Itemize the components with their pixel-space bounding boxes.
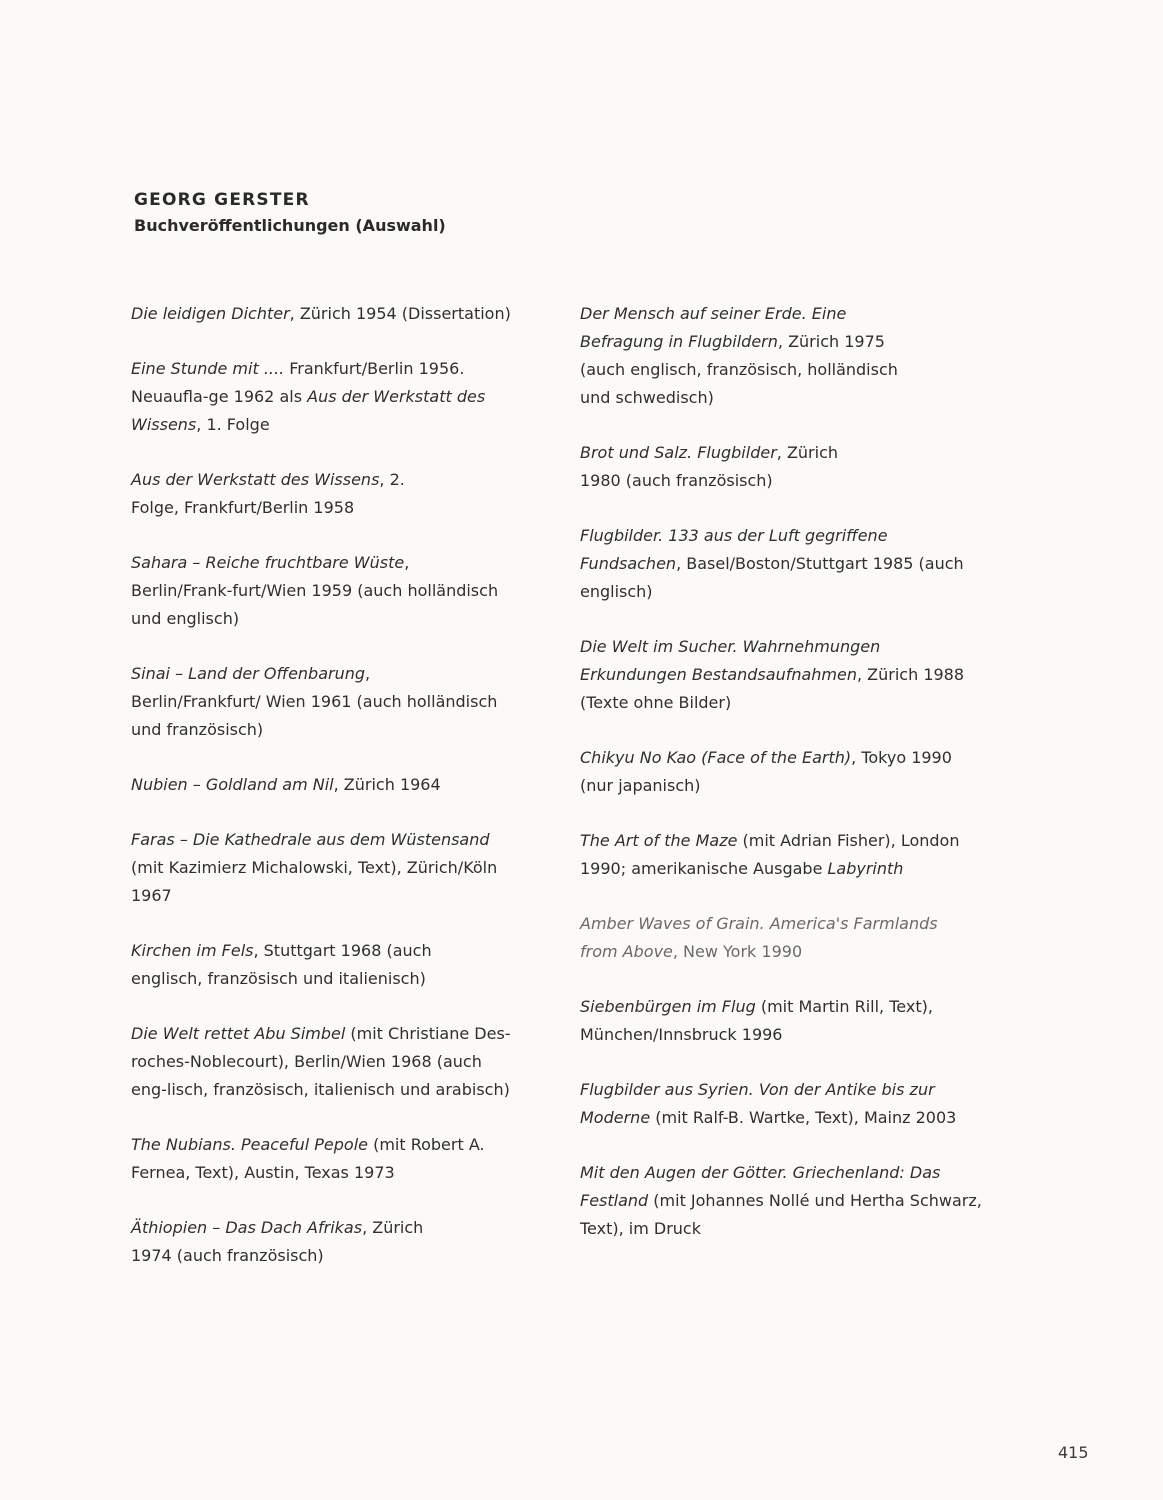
book-title: The Art of the Maze [580, 831, 738, 850]
list-item [580, 744, 960, 800]
book-title: Der Mensch auf seiner Erde. Eine Befragung in Flugbildern [580, 304, 847, 351]
list-item [131, 937, 491, 993]
book-details: (mit Robert A. Fernea, Text), Austin, Texas 1973 [131, 1135, 485, 1182]
book-details: (mit Johannes Nollé und Hertha Schwarz, Text), im Druck [580, 1191, 982, 1238]
list-item [580, 300, 930, 412]
book-details: , Stuttgart 1968 (auch englisch, französisch und italienisch) [131, 941, 432, 988]
list-item [580, 1159, 990, 1243]
book-title: Äthiopien – Das Dach Afrikas [131, 1218, 363, 1237]
book-title: Kirchen im Fels [131, 941, 254, 960]
book-details: , Zürich 1988 (Texte ohne Bilder) [580, 665, 965, 712]
book-title: Brot und Salz. Flugbilder [580, 443, 777, 462]
list-item [580, 827, 960, 883]
book-title: Eine Stunde mit .... [131, 359, 285, 378]
list-item [131, 300, 531, 328]
list-item [131, 1131, 531, 1187]
book-details: (mit Adrian Fisher), London 1990; amerikanische Ausgabe [580, 831, 960, 878]
book-details: , New York 1990 [672, 942, 803, 961]
book-details: (mit Ralf-B. Wartke, Text), Mainz 2003 [650, 1108, 957, 1127]
list-item [131, 466, 441, 522]
book-title: Sahara – Reiche fruchtbare Wüste [131, 553, 405, 572]
list-item [131, 1020, 516, 1104]
book-details: , Zürich 1954 (Dissertation) [289, 304, 511, 323]
book-title: Sinai – Land der Offenbarung [131, 664, 366, 683]
book-details-secondary: , 1. Folge [196, 415, 270, 434]
list-item [131, 549, 503, 633]
book-title: Aus der Werkstatt des Wissens [131, 470, 380, 489]
list-item [131, 1214, 461, 1270]
right-column [580, 300, 1000, 1270]
book-details: , Basel/Boston/Stuttgart 1985 (auch englisch) [580, 554, 964, 601]
book-details: (mit Martin Rill, Text), München/Innsbruck 1996 [580, 997, 933, 1044]
book-title: Die Welt rettet Abu Simbel [131, 1024, 346, 1043]
book-title: Mit den Augen der Götter. Griechenland: Das Festland [580, 1163, 941, 1210]
list-item [580, 633, 980, 717]
book-title: Flugbilder aus Syrien. Von der Antike bis zur Moderne [580, 1080, 935, 1127]
book-details: , Tokyo 1990 (nur japanisch) [580, 748, 952, 795]
book-details: , Berlin/Frank-furt/Wien 1959 (auch holländisch und englisch) [131, 553, 499, 628]
list-item [131, 771, 531, 799]
book-title: Amber Waves of Grain. America's Farmlands from Above [580, 914, 938, 961]
list-item [131, 355, 531, 439]
list-item [580, 439, 880, 495]
book-details: Frankfurt/Berlin 1956. Neuaufla-ge 1962 als [131, 359, 465, 406]
list-item [580, 1076, 990, 1132]
book-details: , Berlin/Frankfurt/ Wien 1961 (auch holländisch und französisch) [131, 664, 498, 739]
book-details: , Zürich 1975 (auch englisch, französisch, holländisch und schwedisch) [580, 332, 898, 407]
page-header [134, 190, 446, 235]
section-subtitle: Buchveröffentlichungen (Auswahl) [134, 216, 446, 235]
book-details: , Zürich 1980 (auch französisch) [580, 443, 839, 490]
book-title-secondary: Labyrinth [827, 859, 904, 878]
book-title-secondary: Aus der Werkstatt des Wissens [131, 387, 486, 434]
list-item [131, 660, 503, 744]
book-title: Nubien – Goldland am Nil [131, 775, 334, 794]
list-item [580, 910, 970, 966]
book-details: , Zürich 1964 [333, 775, 441, 794]
book-title: Siebenbürgen im Flug [580, 997, 756, 1016]
book-title: The Nubians. Peaceful Pepole [131, 1135, 368, 1154]
book-title: Flugbilder. 133 aus der Luft gegriffene Fundsachen [580, 526, 888, 573]
list-item [580, 522, 970, 606]
list-item [580, 993, 950, 1049]
book-title: Die Welt im Sucher. Wahrnehmungen Erkundungen Bestandsaufnahmen [580, 637, 881, 684]
book-details: (mit Kazimierz Michalowski, Text), Zürich/Köln 1967 [131, 858, 498, 905]
book-title: Die leidigen Dichter [131, 304, 290, 323]
book-details: , 2. Folge, Frankfurt/Berlin 1958 [131, 470, 405, 517]
book-details: , Zürich 1974 (auch französisch) [131, 1218, 424, 1265]
book-title: Faras – Die Kathedrale aus dem Wüstensand [131, 830, 490, 849]
author-name: GEORG GERSTER [134, 190, 310, 210]
page-number: 415 [1058, 1443, 1089, 1462]
book-details: (mit Christiane Des-roches-Noblecourt), Berlin/Wien 1968 (auch eng-lisch, französisch, italienisch und arabisch) [131, 1024, 511, 1099]
left-column [131, 300, 541, 1297]
list-item [131, 826, 511, 910]
book-title: Chikyu No Kao (Face of the Earth) [580, 748, 852, 767]
